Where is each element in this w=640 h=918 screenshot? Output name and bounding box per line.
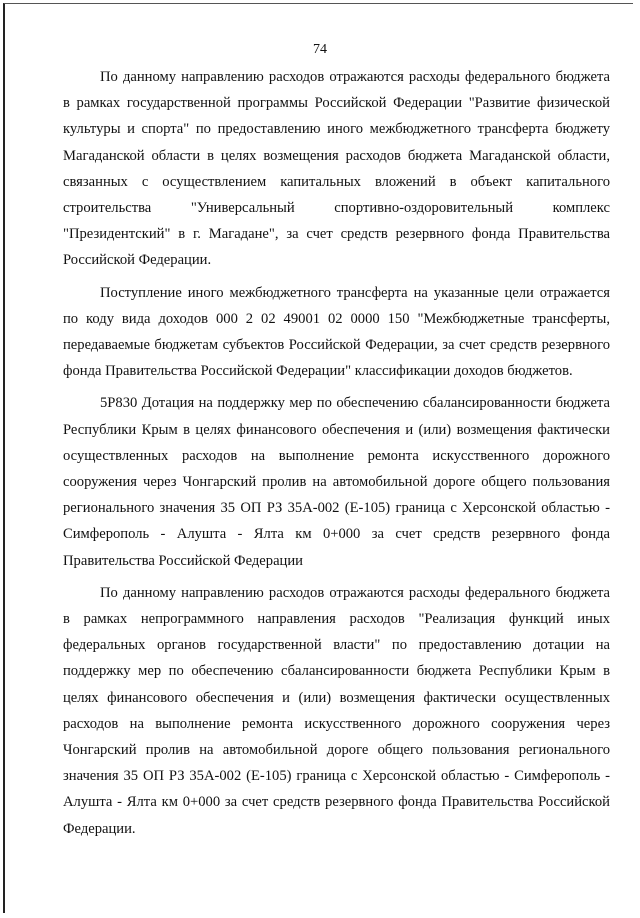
paragraph-1: По данному направлению расходов отражаются расходы федерального бюджета в рамках государственной программы Российской Федерации "Развитие физической культуры и спорта" по предоставлению иного межбюджетного трансферта бюджету Магаданской области в целях возмещения расходов бюджета Магаданской области, связанных с осуществлением капитальных вложений в объект капитального строительства "Универсальный спортивно-оздоровительный комплекс "Президентский" в г. Магадане", за счет средств резервного фонда Правительства Российской Федерации.	[63, 69, 610, 269]
paragraph-3: 5Р830 Дотация на поддержку мер по обеспечению сбалансированности бюджета Республики Крым в целях финансового обеспечения и (или) возмещения фактически осуществленных расходов на выполнение ремонта искусственного дорожного сооружения через Чонгарский пролив на автомобильной дороге общего пользования регионального значения 35 ОП РЗ 35А-002 (Е-105) граница с Херсонской областью - Симферополь - Алушта - Ялта км 0+000 за счет средств резервного фонда Правительства Российской Федерации	[63, 395, 610, 569]
paragraph-4: По данному направлению расходов отражаются расходы федерального бюджета в рамках непрограммного направления расходов "Реализация функций иных федеральных органов государственной власти" по предоставлению дотации на поддержку мер по обеспечению сбалансированности бюджета Республики Крым в целях финансового обеспечения и (или) возмещения фактически осуществленных расходов на выполнение ремонта искусственного дорожного сооружения через Чонгарский пролив на автомобильной дороге общего пользования регионального значения 35 ОП РЗ 35А-002 (Е-105) граница с Херсонской областью - Симферополь - Алушта - Ялта км 0+000 за счет средств резервного фонда Правительства Российской Федерации.	[63, 584, 610, 837]
page-number: 74	[313, 42, 327, 57]
document-body	[63, 64, 610, 848]
paragraph-2: Поступление иного межбюджетного трансферта на указанные цели отражается по коду вида доходов 000 2 02 49001 02 0000 150 "Межбюджетные трансферты, передаваемые бюджетам субъектов Российской Федерации, за счет средств резервного фонда Правительства Российской Федерации" классификации доходов бюджетов.	[63, 284, 610, 380]
